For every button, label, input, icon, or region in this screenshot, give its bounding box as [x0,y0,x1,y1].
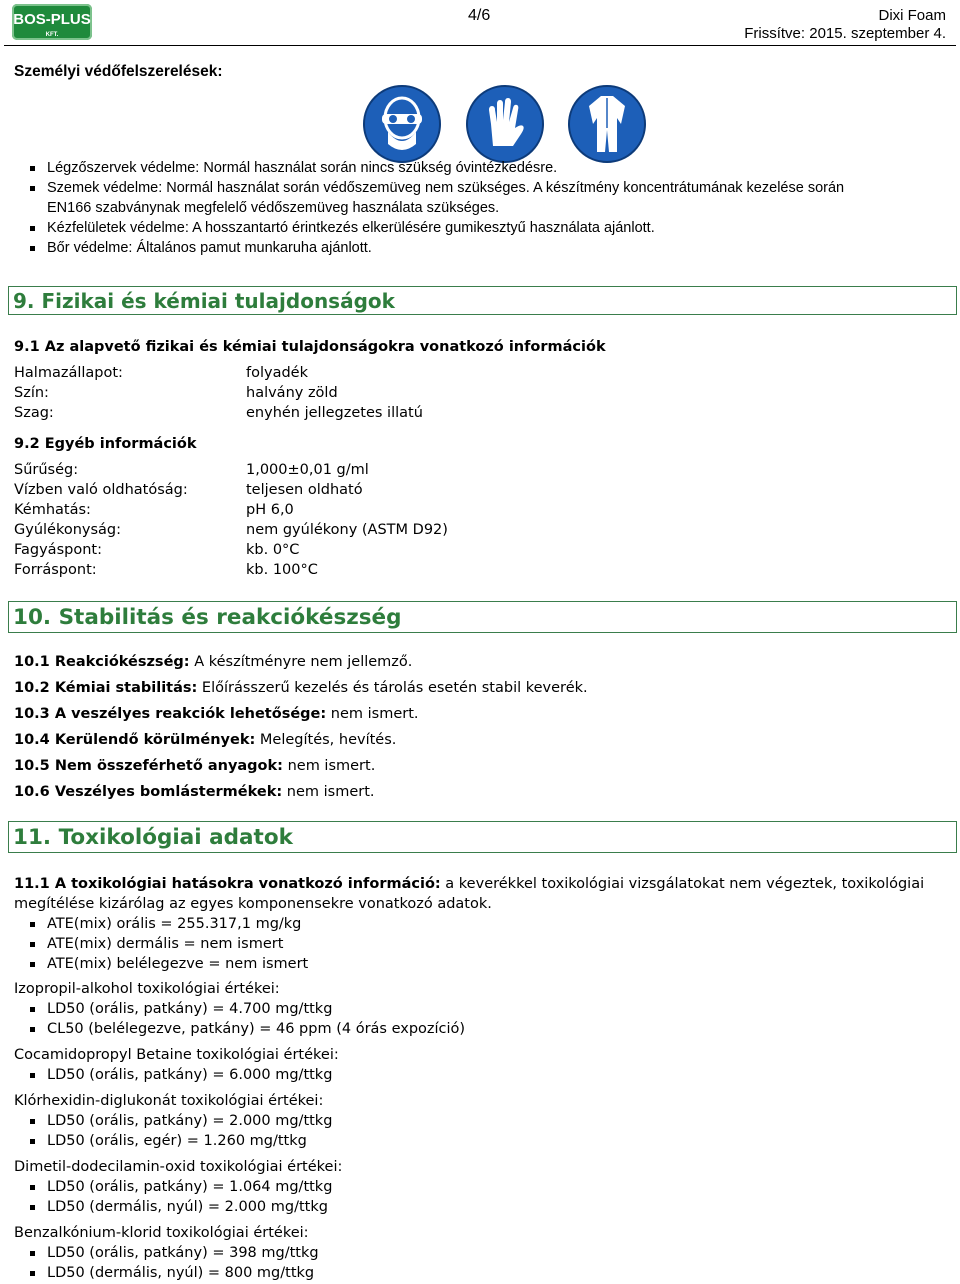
stability-item: 10.2 Kémiai stabilitás: Előírásszerű kezelés és tárolás esetén stabil keverék. [14,680,588,696]
list-item: EN166 szabványnak megfelelő védőszemüveg használata szükséges. [47,200,500,216]
tox-group-heading: Cocamidopropyl Betaine toxikológiai értékei: [14,1047,339,1063]
section-9-title: 9. Fizikai és kémiai tulajdonságok [8,286,957,315]
gloves-icon [465,84,545,164]
list-item: Bőr védelme: Általános pamut munkaruha ajánlott. [30,238,844,258]
tox-group-heading: Dimetil-dodecilamin-oxid toxikológiai értékei: [14,1159,343,1175]
subsection-9-2: 9.2 Egyéb információk [14,436,197,452]
list-item: Légzőszervek védelme: Normál használat során nincs szükség óvintézkedésre. [30,158,844,178]
tox-intro-cont: megítélése kizárólag az egyes komponensekre vonatkozó adatok. [14,896,492,912]
tox-intro: 11.1 A toxikológiai hatásokra vonatkozó információ: a keverékkel toxikológiai vizsgálatokat nem végeztek, toxikológiai [14,876,925,892]
list-item: ATE(mix) dermális = nem ismert [30,934,308,954]
ate-list [30,914,308,974]
tox-group-heading: Izopropil-alkohol toxikológiai értékei: [14,981,280,997]
list-item: Szemek védelme: Normál használat során védőszemüveg nem szükséges. A készítmény koncentrátumának kezelése során [30,178,844,198]
tox-group-list [30,1065,332,1085]
list-item: LD50 (dermális, nyúl) = 800 mg/ttkg [30,1263,319,1283]
list-item: LD50 (orális, patkány) = 4.700 mg/ttkg [30,999,465,1019]
list-item: LD50 (dermális, nyúl) = 2.000 mg/ttkg [30,1197,332,1217]
header-divider [4,45,956,46]
hazardous-reactions-item: 10.3 A veszélyes reakciók lehetősége: nem ismert. [14,706,419,722]
list-item: LD50 (orális, patkány) = 398 mg/ttkg [30,1243,319,1263]
product-name: Dixi Foam [878,7,946,24]
tox-group-list [30,1243,319,1283]
list-item: LD50 (orális, patkány) = 1.064 mg/ttkg [30,1177,332,1197]
list-item: LD50 (orális, patkány) = 6.000 mg/ttkg [30,1065,332,1085]
tox-group-heading: Benzalkónium-klorid toxikológiai értékei: [14,1225,309,1241]
goggles-mask-icon [362,84,442,164]
ppe-title: Személyi védőfelszerelések: [14,63,223,80]
tox-group-heading: Klórhexidin-diglukonát toxikológiai értékei: [14,1093,324,1109]
protective-suit-icon [567,84,647,164]
list-item: ATE(mix) orális = 255.317,1 mg/kg [30,914,308,934]
list-item: CL50 (belélegezve, patkány) = 46 ppm (4 órás expozíció) [30,1019,465,1039]
reactivity-item: 10.1 Reakciókészség: A készítményre nem jellemző. [14,654,413,670]
company-logo [12,4,92,40]
tox-group-list [30,1177,332,1217]
tox-group-list [30,1111,332,1151]
section-10-title: 10. Stabilitás és reakciókészség [8,601,957,633]
list-item: LD50 (orális, patkány) = 2.000 mg/ttkg [30,1111,332,1131]
section-11-title: 11. Toxikológiai adatok [8,821,957,853]
subsection-9-1: 9.1 Az alapvető fizikai és kémiai tulajdonságokra vonatkozó információk [14,339,606,355]
decomposition-products-item: 10.6 Veszélyes bomlástermékek: nem ismert. [14,784,375,800]
tox-group-list [30,999,465,1039]
list-item: ATE(mix) belélegezve = nem ismert [30,954,308,974]
incompatible-materials-item: 10.5 Nem összeférhető anyagok: nem ismert. [14,758,376,774]
conditions-avoid-item: 10.4 Kerülendő körülmények: Melegítés, hevítés. [14,732,397,748]
logo-text: BOS-PLUS [13,11,91,28]
page-number: 4/6 [468,7,491,24]
logo-subtext: KFT. [45,32,59,38]
list-item: Kézfelületek védelme: A hosszantartó érintkezés elkerülésére gumikesztyű használata ajánlott. [30,218,844,238]
ppe-list [30,158,844,258]
list-item: LD50 (orális, egér) = 1.260 mg/ttkg [30,1131,332,1151]
updated-date: Frissítve: 2015. szeptember 4. [744,25,946,42]
